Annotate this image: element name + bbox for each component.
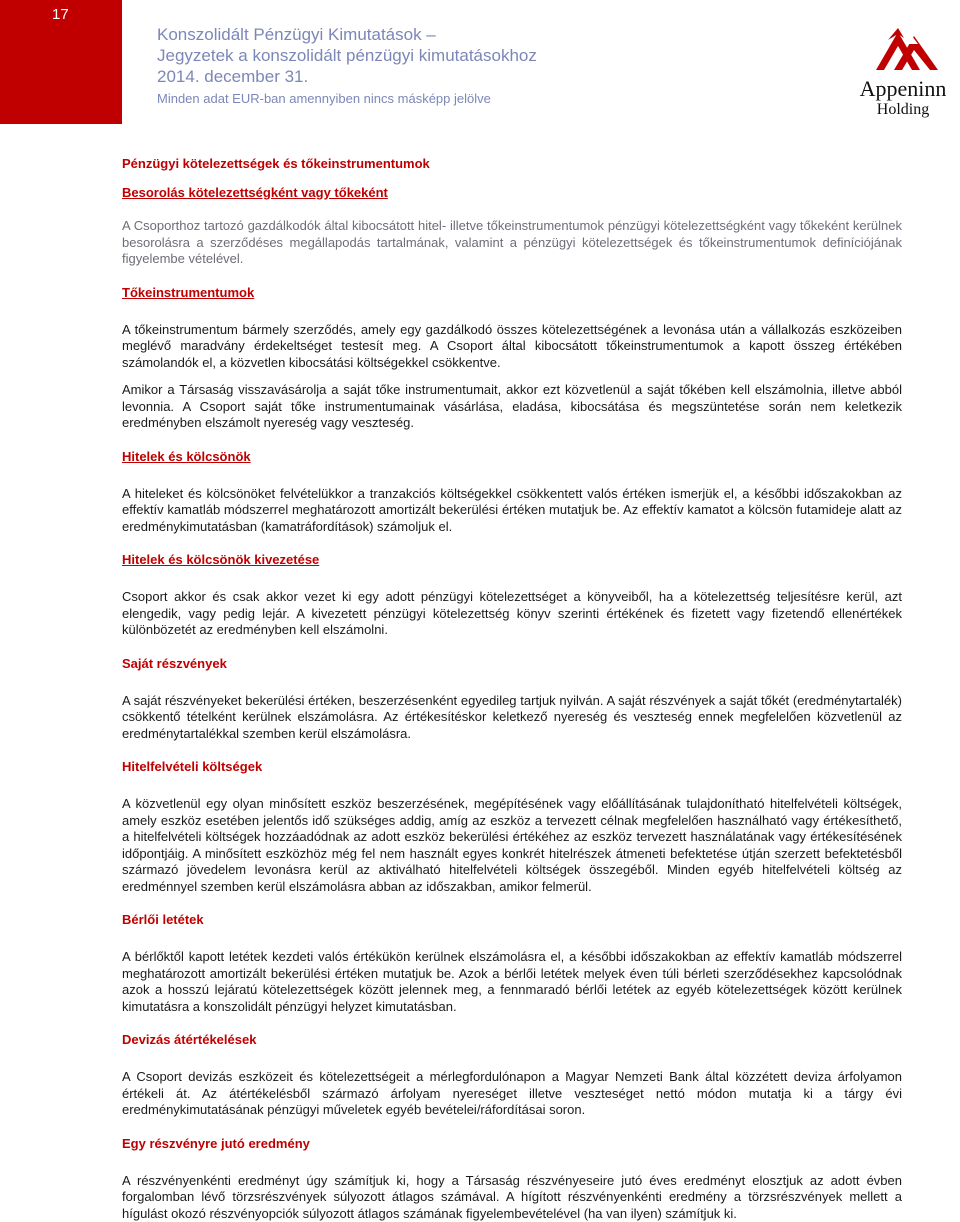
section-subheading: Hitelek és kölcsönök kivezetése <box>122 551 902 569</box>
section-heading: Hitelfelvételi költségek <box>122 758 902 776</box>
section-heading: Devizás átértékelések <box>122 1031 902 1049</box>
paragraph: A bérlőktől kapott letétek kezdeti valós értékükön kerülnek elszámolásra el, a későbbi időszakokban az effektív kamatláb módszerrel meghatározott amortizált bekerülési értéken mutatjuk be. Azok a bérlői letétek melyek éven túli bérleti szerződésekhez kapcsolódnak azok a hosszú lejáratú kötelezettségek között jelennek meg, a fennmaradó bérlői letétek az egyéb kötelezettségek között kerülnek kimutatásra a konszolidált pénzügyi helyzet kimutatásban. <box>122 949 902 1015</box>
header-title-line2: Jegyzetek a konszolidált pénzügyi kimutatásokhoz <box>157 45 537 66</box>
paragraph: A részvényenkénti eredményt úgy számítjuk ki, hogy a Társaság részvényeseire jutó éves eredményt elosztjuk az adott évben forgalomban lévő törzsrészvények súlyozott átlagos számával. A hígított részvényenkénti eredmény a törzsrészvények mellett a hígulást okozó részvényopciók súlyozott átlagos számának figyelembevételével (ha van ilyen) számítjuk ki. <box>122 1173 902 1222</box>
section-heading: Egy részvényre jutó eredmény <box>122 1135 902 1153</box>
paragraph: A saját részvényeket bekerülési értéken, beszerzésenként egyedileg tartjuk nyilván. A saját részvények a saját tőkét (eredménytartalék) csökkentő tételként kerülnek elszámolásra. Az értékesítéskor keletkező nyereség és veszteség ennek megfelelően közvetlenül az eredménytartalékkal szemben kerül elszámolásra. <box>122 693 902 743</box>
mountain-logo-icon <box>848 24 958 80</box>
paragraph: A Csoporthoz tartozó gazdálkodók által kibocsátott hitel- illetve tőkeinstrumentumok pénzügyi kötelezettségként vagy tőkeként kerülnek besorolásra a szerződéses megállapodás tartalmának, valamint a pénzügyi kötelezettségek és tőkeinstrumentumok definíciójának figyelembe vételével. <box>122 218 902 268</box>
paragraph: A hiteleket és kölcsönöket felvételükkor a tranzakciós költségekkel csökkentett valós értéken ismerjük el, a későbbi időszakokban az effektív kamatláb módszerrel meghatározott amortizált bekerülési értéken mutatjuk be. Az effektív kamatot a kölcsön futamideje alatt az eredménykimutatásban (kamatráfordítások) számoljuk el. <box>122 486 902 536</box>
page-number-box <box>0 0 122 124</box>
document-header <box>157 24 537 109</box>
header-subtitle: Minden adat EUR-ban amennyiben nincs másképp jelölve <box>157 89 537 109</box>
paragraph: A közvetlenül egy olyan minősített eszköz beszerzésének, megépítésének vagy előállításának tulajdonítható hitelfelvételi költségek, amely eszköz esetében jelentős idő szükséges addig, amíg az eszköz a tervezett célnak megfelelően használható vagy értékesíthető, a hitelfelvételi költségek hozzáadódnak az adott eszköz bekerülési értékéhez az eszköz tervezett használatának vagy értékesítésének időpontjáig. A minősített eszközhöz még fel nem használt egyes konkrét hitelrészek átmeneti befektetése útján szerzett befektetésből származó jövedelem levonásra kerül az aktiválható hitelfelvételi költségek összegéből. Minden egyéb hitelfelvételi költség az eredménnyel szemben kerül elszámolásra abban az időszakban, amikor felmerül. <box>122 796 902 895</box>
paragraph: Csoport akkor és csak akkor vezet ki egy adott pénzügyi kötelezettséget a könyveiből, ha a kötelezettség teljesítésre kerül, azt elengedik, vagy pedig lejár. A kivezetett pénzügyi kötelezettség könyv szerinti értékének és fizetett vagy fizetendő ellenértékek különbözetét az eredményben kell elszámolni. <box>122 589 902 639</box>
company-logo <box>848 24 958 124</box>
document-body <box>122 155 902 1222</box>
paragraph: A tőkeinstrumentum bármely szerződés, amely egy gazdálkodó összes kötelezettségének a levonása után a vállalkozás eszközeiben meglévő maradvány érdekeltséget testesít meg. A Csoport által kibocsátott tőkeinstrumentumok a kapott összeg értékében számolandók el, a közvetlen kibocsátási költségekkel csökkentve. <box>122 322 902 372</box>
section-subheading: Hitelek és kölcsönök <box>122 448 902 466</box>
section-subheading: Tőkeinstrumentumok <box>122 284 902 302</box>
paragraph: A Csoport devizás eszközeit és kötelezettségeit a mérlegfordulónapon a Magyar Nemzeti Bank által közzétett deviza árfolyamon értékeli át. Az átértékelésből származó árfolyam nyereséget illetve veszteséget nettó módon mutatja ki a tárgy évi eredménykimutatásának pénzügyi műveletek egyéb bevételei/ráfordításai soron. <box>122 1069 902 1119</box>
paragraph: Amikor a Társaság visszavásárolja a saját tőke instrumentumait, akkor ezt közvetlenül a saját tőkében kell elszámolnia, illetve abból levonnia. A Csoport saját tőke instrumentumainak vásárlása, eladása, kibocsátása és megszüntetése során nem keletkezik eredményben elszámolt nyereség vagy veszteség. <box>122 382 902 432</box>
section-subheading: Besorolás kötelezettségként vagy tőkeként <box>122 184 902 202</box>
header-title-line3: 2014. december 31. <box>157 66 537 87</box>
logo-subname: Holding <box>848 101 958 119</box>
header-title-line1: Konszolidált Pénzügyi Kimutatások – <box>157 24 537 45</box>
section-heading: Bérlői letétek <box>122 911 902 929</box>
section-heading: Pénzügyi kötelezettségek és tőkeinstrumentumok <box>122 155 902 173</box>
section-heading: Saját részvények <box>122 655 902 673</box>
logo-name: Appeninn <box>848 76 958 102</box>
page-number: 17 <box>52 6 69 23</box>
